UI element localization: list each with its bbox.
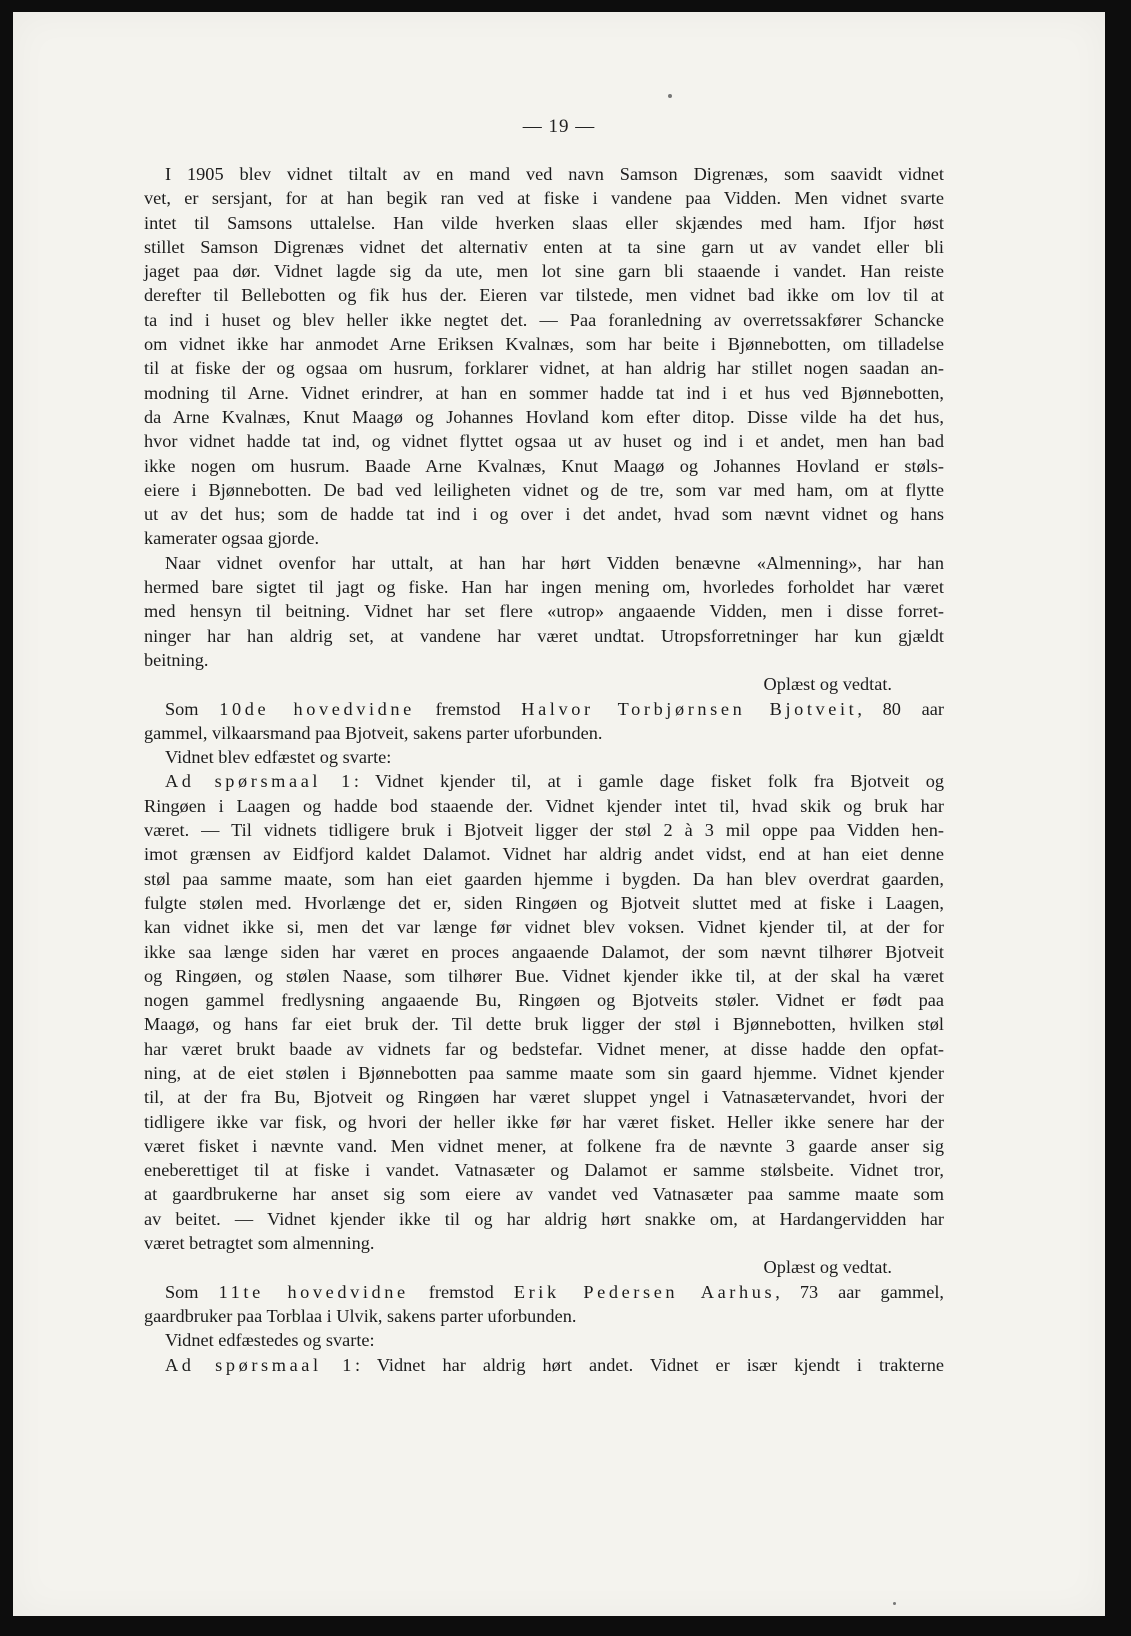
text-line: stillet Samson Digrenæs vidnet det alternativ enten at ta sine garn ut av vandet eller bli [144,236,944,257]
spaced-emphasis: 10de hovedvidne [219,698,415,719]
text-line: kamerater ogsaa gjorde. [144,528,320,549]
text-line: I 1905 blev vidnet tiltalt av en mand ved navn Samson Digrenæs, som saavidt vidnet [165,164,944,184]
text-fragment: , 80 aar [857,698,944,719]
scan-speck [668,94,672,98]
text-line: da Arne Kvalnæs, Knut Maagø og Johannes Hovland kom efter ditop. Disse vilde ha det hus, [144,406,944,427]
text-line: gaardbruker paa Torblaa i Ulvik, sakens parter uforbunden. [144,1305,577,1326]
spaced-emphasis: Ad spørsmaal 1 [165,1354,356,1375]
text-fragment: , 73 aar gammel, [775,1281,944,1302]
text-line: ikke saa længe siden har været en proces angaaende Dalamot, der som nævnt tilhører Bjotveit [144,941,944,962]
text-line: nogen gammel fredlysning angaaende Bu, Ringøen og Bjotveits støler. Vidnet er født paa [144,990,944,1011]
text-line: og Ringøen, og stølen Naase, som tilhører Bue. Vidnet kjender ikke til, at der skal ha været [144,965,944,986]
spaced-emphasis: Erik Pedersen Aarhus [513,1281,776,1302]
text-fragment: : Vidnet kjender til, at i gamle dage fisket folk fra Bjotveit og [353,771,944,792]
text-line: fulgte stølen med. Hvorlænge det er, siden Ringøen og Bjotveit sluttet med at fiske i Laagen, [144,892,944,913]
text-line: Vidnet blev edfæstet og svarte: [165,747,392,768]
text-line: støl paa samme maate, som han eiet gaarden hjemme i bygden. Da han blev overdrat gaarden, [144,868,944,889]
text-line: været. — Til vidnets tidligere bruk i Bjotveit ligger der støl 2 à 3 mil oppe paa Vidden hen- [144,820,944,841]
text-line: tidligere ikke var fisk, og hvori der heller ikke før har været fisket. Heller ikke senere har der [144,1111,944,1132]
text-line: vet, er sersjant, for at han begik ran ved at fiske i vandene paa Vidden. Men vidnet svarte [144,188,944,209]
text-line: til, at der fra Bu, Bjotveit og Ringøen har været sluppet yngel i Vatnasætervandet, hvori der [144,1087,944,1108]
text-fragment: Som [165,1281,219,1302]
text-line [144,697,944,721]
spaced-emphasis: Ad spørsmaal 1 [165,771,354,792]
text-fragment: : Vidnet har aldrig hørt andet. Vidnet er især kjendt i trakterne [355,1354,944,1375]
text-fragment: fremstod [414,698,522,719]
text-line: ta ind i huset og blev heller ikke negtet det. — Paa foranledning av overretssakfører Schancke [144,309,944,330]
text-line: beitning. [144,649,209,670]
text-line: Oplæst og vedtat. [763,1257,892,1278]
text-line: ninger har han aldrig set, at vandene har været undtat. Utropsforretninger har kun gjældt [144,625,944,646]
text-line: ning, at de eiet stølen i Bjønnebotten paa samme maate som sin gaard hjemme. Vidnet kjender [144,1062,944,1083]
text-line: har været brukt baade av vidnets far og bedstefar. Vidnet mener, at disse hadde den opfat- [144,1038,944,1059]
text-line: om vidnet ikke har anmodet Arne Eriksen Kvalnæs, som har beite i Bjønnebotten, om tilladelse [144,334,944,355]
text-line: gammel, vilkaarsmand paa Bjotveit, sakens parter uforbunden. [144,722,603,743]
text-line: eiere i Bjønnebotten. De bad ved leiligheten vidnet og de tre, som var med ham, om at flytte [144,479,944,500]
spaced-emphasis: Halvor Torbjørnsen Bjotveit [521,698,858,719]
text-fragment: Som [165,698,220,719]
text-line: Naar vidnet ovenfor har uttalt, at han har hørt Vidden benævne «Almenning», har han [165,552,944,573]
page-number: — 19 — [522,116,596,137]
scan-speck [893,1602,896,1605]
spaced-emphasis: 11te hovedvidne [218,1281,409,1302]
text-line [144,1353,944,1377]
text-line: at gaardbrukerne har anset sig som eiere av vandet ved Vatnasæter paa samme maate som [144,1184,944,1205]
text-line [144,1280,944,1304]
text-line: intet til Samsons uttalelse. Han vilde hverken slaas eller skjændes med ham. Ifjor høst [144,212,944,233]
text-line: jaget paa dør. Vidnet lagde sig da ute, men lot sine garn bli staaende i vandet. Han reiste [144,261,944,282]
text-line: eneberettiget til at fiske i vandet. Vatnasæter og Dalamot er samme stølsbeite. Vidnet tror, [144,1160,944,1181]
text-line: kan vidnet ikke si, men det var længe før vidnet blev voksen. Vidnet kjender til, at der for [144,917,944,938]
text-line: Oplæst og vedtat. [763,674,892,695]
text-line: til at fiske der og ogsaa om husrum, forklarer vidnet, at han aldrig har stillet nogen saadan an- [144,358,944,379]
text-line: ikke nogen om husrum. Baade Arne Kvalnæs, Knut Maagø og Johannes Hovland er støls- [144,455,944,476]
text-line: med hensyn til beitning. Vidnet har set flere «utrop» angaaende Vidden, men i disse forret- [144,601,944,622]
text-line: Vidnet edfæstedes og svarte: [165,1330,375,1351]
text-line: hermed bare sigtet til jagt og fiske. Han har ingen mening om, hvorledes forholdet har været [144,577,944,598]
text-line: været betragtet som almenning. [144,1233,375,1254]
text-line: Ringøen i Laagen og hadde bod staaende der. Vidnet kjender intet til, hvad skik og bruk har [144,795,944,816]
text-line [144,769,944,793]
text-fragment: fremstod [408,1281,514,1302]
text-line: hvor vidnet hadde tat ind, og vidnet flyttet ogsaa ut av huset og ind i et andet, men han bad [144,431,944,452]
text-line: modning til Arne. Vidnet erindrer, at han en sommer hadde tat ind i et hus ved Bjønnebotten, [144,382,944,403]
document-page [13,12,1105,1616]
text-line: av beitet. — Vidnet kjender ikke til og har aldrig hørt snakke om, at Hardangervidden har [144,1208,944,1229]
text-line: ut av det hus; som de hadde tat ind i og over i det andet, hvad som nævnt vidnet og hans [144,504,944,525]
body-text [144,162,944,1377]
text-line: været fisket i nævnte vand. Men vidnet mener, at folkene fra de nævnte 3 gaarde anser sig [144,1135,944,1156]
text-line: imot grænsen av Eidfjord kaldet Dalamot. Vidnet har aldrig andet vidst, end at han eiet denne [144,844,944,865]
text-line: derefter til Bellebotten og fik hus der. Eieren var tilstede, men vidnet bad ikke om lov til at [144,285,944,306]
text-line: Maagø, og hans far eiet bruk der. Til dette bruk ligger der støl i Bjønnebotten, hvilken støl [144,1014,944,1035]
